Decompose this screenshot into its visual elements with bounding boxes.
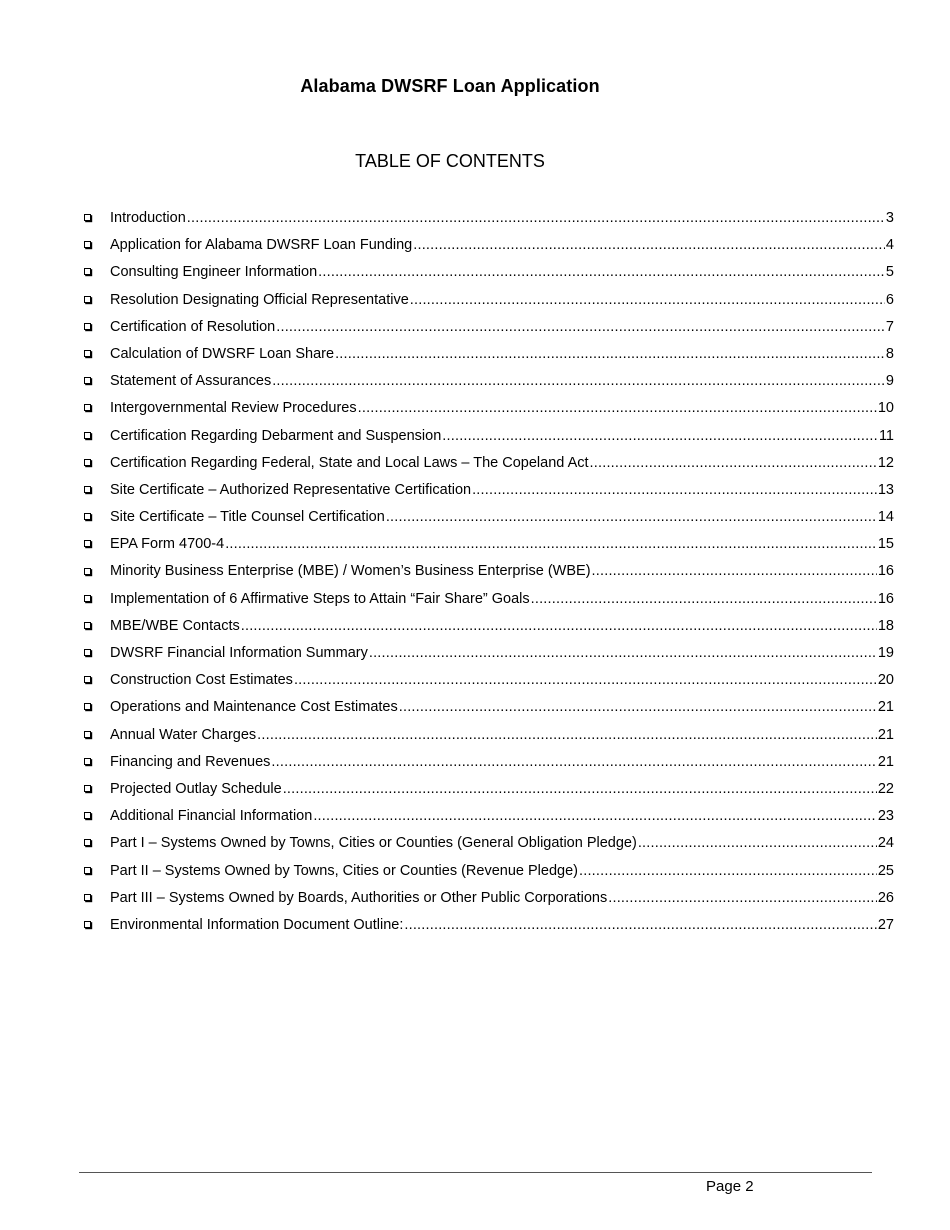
checkbox-icon[interactable] bbox=[84, 785, 91, 792]
checkbox-icon[interactable] bbox=[84, 540, 91, 547]
toc-item-page: 4 bbox=[885, 237, 894, 254]
checkbox-icon[interactable] bbox=[84, 268, 91, 275]
toc-item[interactable] bbox=[84, 667, 894, 694]
checkbox-icon[interactable] bbox=[84, 867, 91, 874]
toc-item-page: 12 bbox=[877, 454, 894, 471]
checkbox-icon[interactable] bbox=[84, 459, 91, 466]
toc-item-label: Minority Business Enterprise (MBE) / Women’s Business Enterprise (WBE) bbox=[110, 563, 591, 580]
toc-item-label: Calculation of DWSRF Loan Share bbox=[110, 345, 335, 362]
checkbox-icon[interactable] bbox=[84, 758, 91, 765]
dot-leader bbox=[225, 531, 877, 558]
toc-item-page: 20 bbox=[877, 672, 894, 689]
toc-item-label: Application for Alabama DWSRF Loan Funding bbox=[110, 237, 413, 254]
checkbox-icon[interactable] bbox=[84, 323, 91, 330]
toc-item-label: Environmental Information Document Outline: bbox=[110, 916, 404, 933]
toc-item-label: MBE/WBE Contacts bbox=[110, 617, 240, 634]
dot-leader bbox=[590, 450, 877, 477]
toc-item-page: 16 bbox=[877, 563, 894, 580]
checkbox-icon[interactable] bbox=[84, 839, 91, 846]
checkbox-icon[interactable] bbox=[84, 350, 91, 357]
toc-item[interactable] bbox=[84, 858, 894, 885]
toc-item-label: Intergovernmental Review Procedures bbox=[110, 400, 357, 417]
toc-item-label: Certification of Resolution bbox=[110, 318, 276, 335]
toc-item[interactable] bbox=[84, 368, 894, 395]
dot-leader bbox=[272, 368, 885, 395]
dot-leader bbox=[276, 314, 885, 341]
checkbox-icon[interactable] bbox=[84, 432, 91, 439]
checkbox-icon[interactable] bbox=[84, 595, 91, 602]
toc-heading: TABLE OF CONTENTS bbox=[355, 151, 545, 171]
footer-divider bbox=[79, 1172, 872, 1173]
dot-leader bbox=[608, 885, 877, 912]
dot-leader bbox=[241, 613, 877, 640]
toc-item[interactable] bbox=[84, 613, 894, 640]
toc-item-page: 23 bbox=[877, 808, 894, 825]
dot-leader bbox=[187, 205, 885, 232]
toc-item-page: 21 bbox=[877, 726, 894, 743]
checkbox-icon[interactable] bbox=[84, 703, 91, 710]
toc-item-page: 6 bbox=[885, 291, 894, 308]
toc-item[interactable] bbox=[84, 531, 894, 558]
toc-item-page: 10 bbox=[877, 400, 894, 417]
checkbox-icon[interactable] bbox=[84, 622, 91, 629]
toc-item[interactable] bbox=[84, 640, 894, 667]
toc-item[interactable] bbox=[84, 232, 894, 259]
toc-item[interactable] bbox=[84, 477, 894, 504]
dot-leader bbox=[531, 586, 877, 613]
checkbox-icon[interactable] bbox=[84, 812, 91, 819]
checkbox-icon[interactable] bbox=[84, 513, 91, 520]
checkbox-icon[interactable] bbox=[84, 676, 91, 683]
toc-item-page: 9 bbox=[885, 373, 894, 390]
checkbox-icon[interactable] bbox=[84, 296, 91, 303]
toc-item-page: 7 bbox=[885, 318, 894, 335]
toc-item-label: Consulting Engineer Information bbox=[110, 264, 318, 281]
dot-leader bbox=[404, 912, 876, 939]
toc-item-label: EPA Form 4700-4 bbox=[110, 536, 225, 553]
dot-leader bbox=[413, 232, 885, 259]
toc-item[interactable] bbox=[84, 912, 894, 939]
toc-item-page: 21 bbox=[877, 699, 894, 716]
toc-item-page: 5 bbox=[885, 264, 894, 281]
toc-item-label: Construction Cost Estimates bbox=[110, 672, 293, 689]
toc-item-page: 16 bbox=[877, 590, 894, 607]
dot-leader bbox=[472, 477, 877, 504]
dot-leader bbox=[386, 504, 877, 531]
checkbox-icon[interactable] bbox=[84, 404, 91, 411]
checkbox-icon[interactable] bbox=[84, 921, 91, 928]
toc-item-page: 26 bbox=[877, 889, 894, 906]
toc-item-page: 19 bbox=[877, 645, 894, 661]
dot-leader bbox=[313, 803, 877, 830]
toc-item-page: 14 bbox=[877, 509, 894, 526]
toc-item-label: Site Certificate – Title Counsel Certification bbox=[110, 509, 385, 526]
dot-leader bbox=[442, 423, 878, 450]
dot-leader bbox=[257, 722, 877, 749]
toc-item-page: 22 bbox=[877, 780, 894, 797]
toc-item-label: Annual Water Charges bbox=[110, 726, 257, 743]
checkbox-icon[interactable] bbox=[84, 486, 91, 493]
toc-item[interactable] bbox=[84, 504, 894, 531]
checkbox-icon[interactable] bbox=[84, 731, 91, 738]
toc-item-label: Projected Outlay Schedule bbox=[110, 780, 282, 797]
checkbox-icon[interactable] bbox=[84, 377, 91, 384]
toc-item-label: Part III – Systems Owned by Boards, Authorities or Other Public Corporations bbox=[110, 889, 608, 906]
checkbox-icon[interactable] bbox=[84, 568, 91, 575]
toc-item-label: Introduction bbox=[110, 210, 186, 226]
toc-item-label: DWSRF Financial Information Summary bbox=[110, 645, 368, 661]
toc-item-label: Financing and Revenues bbox=[110, 753, 271, 770]
toc-item-label: Site Certificate – Authorized Representative Certification bbox=[110, 481, 472, 498]
toc-item-label: Part I – Systems Owned by Towns, Cities or Counties (General Obligation Pledge) bbox=[110, 835, 637, 852]
dot-leader bbox=[335, 341, 885, 368]
toc-item[interactable] bbox=[84, 259, 894, 286]
toc-item[interactable] bbox=[84, 395, 894, 422]
toc-item-label: Operations and Maintenance Cost Estimates bbox=[110, 699, 398, 716]
toc-item-page: 13 bbox=[877, 481, 894, 498]
dot-leader bbox=[294, 667, 877, 694]
dot-leader bbox=[318, 259, 885, 286]
dot-leader bbox=[579, 858, 877, 885]
toc-item[interactable] bbox=[84, 341, 894, 368]
toc-item-page: 25 bbox=[877, 862, 894, 879]
dot-leader bbox=[358, 395, 877, 422]
toc-item-label: Additional Financial Information bbox=[110, 808, 313, 825]
toc-item[interactable] bbox=[84, 287, 894, 314]
toc-item[interactable] bbox=[84, 558, 894, 585]
toc-item-label: Implementation of 6 Affirmative Steps to Attain “Fair Share” Goals bbox=[110, 590, 530, 607]
toc-item-page: 15 bbox=[877, 536, 894, 553]
toc-item[interactable] bbox=[84, 776, 894, 803]
toc-item-label: Certification Regarding Federal, State and Local Laws – The Copeland Act bbox=[110, 454, 589, 471]
dot-leader bbox=[369, 640, 877, 667]
toc-item-label: Statement of Assurances bbox=[110, 373, 272, 390]
document-title: Alabama DWSRF Loan Application bbox=[300, 76, 600, 96]
dot-leader bbox=[399, 694, 877, 721]
checkbox-icon[interactable] bbox=[84, 649, 91, 656]
toc-item-page: 18 bbox=[877, 617, 894, 634]
page-number: Page 2 bbox=[706, 1178, 754, 1195]
toc-item[interactable] bbox=[84, 803, 894, 830]
table-of-contents bbox=[84, 205, 894, 939]
toc-item[interactable] bbox=[84, 450, 894, 477]
toc-item[interactable] bbox=[84, 830, 894, 857]
toc-item-label: Part II – Systems Owned by Towns, Cities or Counties (Revenue Pledge) bbox=[110, 862, 578, 879]
toc-item-page: 24 bbox=[877, 835, 894, 852]
toc-item-page: 8 bbox=[885, 345, 894, 362]
checkbox-icon[interactable] bbox=[84, 214, 91, 221]
toc-item-page: 11 bbox=[878, 427, 894, 444]
toc-item-label: Certification Regarding Debarment and Suspension bbox=[110, 427, 442, 444]
toc-item[interactable] bbox=[84, 423, 894, 450]
toc-item-page: 27 bbox=[877, 916, 894, 933]
toc-item-page: 3 bbox=[885, 210, 894, 226]
toc-item[interactable] bbox=[84, 205, 894, 232]
dot-leader bbox=[271, 749, 876, 776]
dot-leader bbox=[283, 776, 877, 803]
toc-item[interactable] bbox=[84, 722, 894, 749]
toc-item[interactable] bbox=[84, 586, 894, 613]
dot-leader bbox=[410, 287, 885, 314]
toc-item[interactable] bbox=[84, 314, 894, 341]
checkbox-icon[interactable] bbox=[84, 894, 91, 901]
dot-leader bbox=[638, 830, 877, 857]
toc-item[interactable] bbox=[84, 749, 894, 776]
toc-item[interactable] bbox=[84, 885, 894, 912]
checkbox-icon[interactable] bbox=[84, 241, 91, 248]
toc-item[interactable] bbox=[84, 694, 894, 721]
dot-leader bbox=[592, 558, 877, 585]
toc-item-label: Resolution Designating Official Representative bbox=[110, 291, 409, 308]
toc-item-page: 21 bbox=[877, 753, 894, 770]
